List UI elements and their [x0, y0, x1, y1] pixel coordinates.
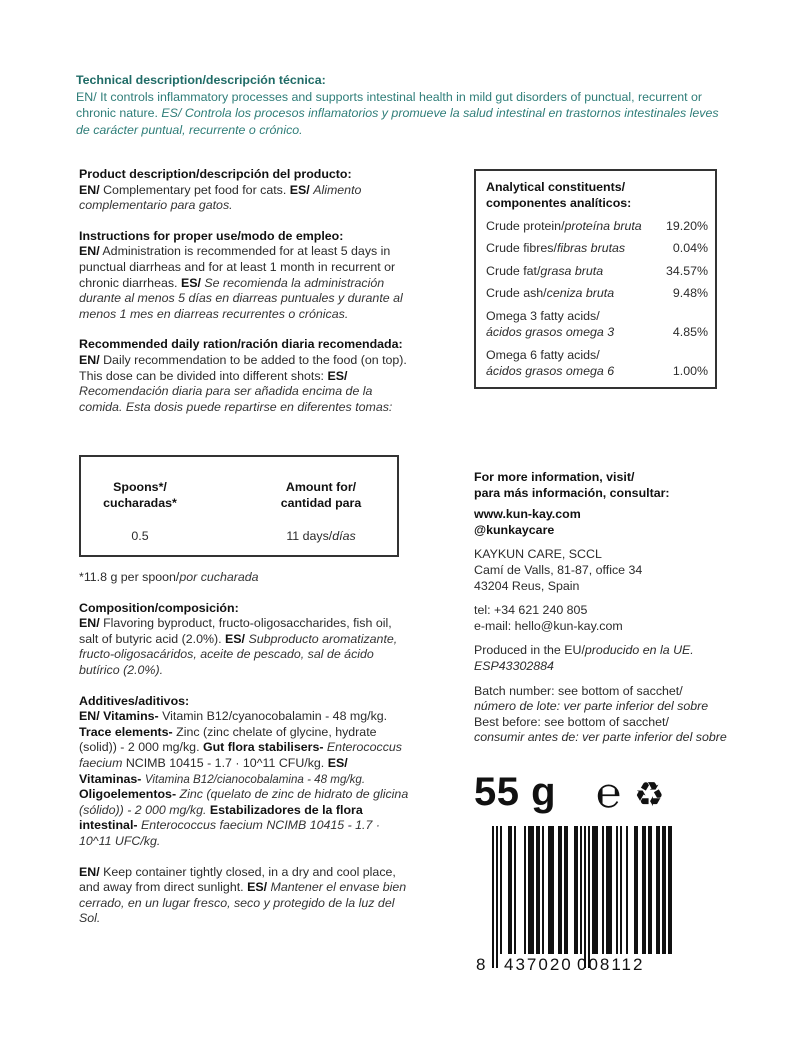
website-link[interactable]: www.kun-kay.com	[474, 507, 581, 522]
barcode-bar	[496, 826, 498, 968]
instructions-es-tag: ES/	[180, 275, 201, 290]
product-es-tag: ES/	[289, 182, 310, 197]
barcode-bar	[608, 826, 610, 954]
row-label-es: grasa bruta	[540, 264, 604, 278]
spoons-header	[81, 479, 199, 511]
barcode-bar	[510, 826, 512, 954]
amount-header	[241, 479, 401, 511]
additives-es-tag: ES/	[327, 755, 348, 770]
gut-flora-text: NCIMB 10415 - 1.7 · 10^11 CFU/kg.	[125, 755, 325, 770]
barcode-left-digits: 437020	[504, 955, 573, 974]
vitamins-text: Vitamin B12/cyanocobalamin - 48 mg/kg.	[162, 709, 388, 724]
company-name: KAYKUN CARE, SCCL	[474, 547, 602, 562]
analytical-title	[486, 179, 631, 211]
estimated-sign-icon: ℮	[596, 768, 622, 817]
barcode-bar	[626, 826, 628, 954]
more-info-en: For more information, visit/	[474, 470, 635, 484]
barcode-bar	[662, 826, 664, 954]
row-value: 9.48%	[672, 286, 708, 300]
ration-en-tag: EN/	[79, 352, 100, 367]
barcode-bar	[610, 826, 612, 954]
produced-en: Produced in the EU/	[474, 643, 585, 658]
row-label-es: proteína bruta	[564, 219, 642, 233]
barcode-bar	[658, 826, 660, 954]
vitamins-label: Vitamins-	[103, 709, 159, 724]
barcode-bar	[528, 826, 530, 954]
technical-es: ES/ Controla los procesos inflamatorios y promueve la salud intestinal en trastornos intestinales leves de carácter puntual, recurrente o crónico.	[76, 106, 719, 137]
barcode-bar	[620, 826, 622, 954]
row-label-en: Omega 6 fatty acids/	[486, 348, 600, 362]
barcode-bar	[636, 826, 638, 954]
best-before-en: Best before: see bottom of sacchet/	[474, 714, 669, 729]
spoons-header-es: cucharadas*	[103, 496, 177, 510]
row-label-en: Crude protein/	[486, 219, 565, 233]
storage-en-tag: EN/	[79, 864, 100, 879]
row-label-en: Crude ash/	[486, 286, 547, 300]
amount-value-en: 11 days/	[286, 529, 333, 543]
barcode-bar	[538, 826, 540, 954]
row-value: 4.85%	[672, 325, 708, 339]
storage	[79, 865, 409, 927]
produced-in	[474, 643, 774, 659]
instructions-en: Administration is recommended for at least 5 days in punctual diarrheas and for at least 1 month in recurrent or chronic diarrheas.	[79, 244, 396, 290]
barcode-bar	[550, 826, 552, 954]
barcode-bar	[514, 826, 516, 954]
table-row	[486, 285, 708, 301]
spoon-note	[79, 570, 409, 586]
batch-en: Batch number: see bottom of sacchet/	[474, 683, 683, 698]
row-value: 19.20%	[665, 219, 708, 233]
instructions-es: Se recomienda la administración durante al menos 5 días en diarreas puntuales y durante al menos 1 mes en diarreas recurrentes o crónicas.	[79, 275, 403, 321]
amount-header-en: Amount for/	[285, 480, 357, 494]
product-es: Alimento complementario para gatos.	[79, 182, 362, 213]
trace-text: Zinc (zinc chelate of glycine, hydrate (solid)) - 2 000 mg/kg.	[79, 724, 377, 755]
barcode-bar	[584, 826, 586, 968]
table-row	[486, 347, 708, 379]
product-description	[79, 167, 409, 214]
row-value: 0.04%	[672, 241, 708, 255]
daily-ration	[79, 337, 409, 415]
barcode-bar	[552, 826, 554, 954]
contact-info	[474, 470, 774, 746]
best-before-es: consumir antes de: ver parte inferior del sobre	[474, 730, 727, 745]
amount-value	[241, 528, 401, 544]
gut-flora-label: Gut flora stabilisers-	[202, 740, 324, 755]
amount-value-es: días	[332, 529, 356, 543]
barcode-bar	[508, 826, 510, 954]
establishment-code: ESP43302884	[474, 658, 554, 673]
net-weight: 55 g	[474, 770, 557, 814]
barcode-bar	[656, 826, 658, 954]
ration-es-tag: ES/	[327, 368, 348, 383]
instructions-heading: Instructions for proper use/modo de empleo:	[79, 228, 344, 243]
barcode-bar	[558, 826, 560, 954]
amount-header-es: cantidad para	[280, 496, 362, 510]
table-row	[486, 263, 708, 279]
barcode-first-digit: 8	[476, 955, 486, 974]
composition-en-tag: EN/	[79, 616, 100, 631]
ration-en: Daily recommendation to be added to the food (on top). This dose can be divided into different shots:	[79, 352, 407, 383]
more-info-es: para más información, consultar:	[474, 485, 670, 500]
spoons-header-en: Spoons*/	[113, 480, 167, 494]
telephone: tel: +34 621 240 805	[474, 603, 588, 618]
barcode-bar	[564, 826, 566, 954]
left-column-lower	[79, 570, 409, 927]
barcode-bar	[634, 826, 636, 954]
barcode-bar	[648, 826, 650, 954]
gut-species: Enterococcus faecium	[79, 740, 402, 770]
composition-heading: Composition/composición:	[79, 600, 239, 615]
row-label-en: Crude fat/	[486, 264, 541, 278]
barcode-bar	[588, 826, 590, 968]
barcode-bar	[530, 826, 532, 954]
barcode-bar	[576, 826, 578, 954]
barcode-bar	[592, 826, 594, 954]
barcode-right-digits: 008112	[577, 955, 645, 974]
recycle-icon: ♻	[634, 776, 665, 814]
barcode-bar	[500, 826, 502, 954]
ration-heading: Recommended daily ration/ración diaria recomendada:	[79, 337, 403, 352]
flora-text: Enterococcus faecium NCIMB 10415 - 1.7 · 10^11 UFC/kg.	[79, 818, 380, 848]
additives-heading: Additives/aditivos:	[79, 693, 190, 708]
barcode-bar	[532, 826, 534, 954]
barcode-bar	[536, 826, 538, 954]
address-line-2: 43204 Reus, Spain	[474, 578, 580, 593]
barcode-bar	[574, 826, 576, 954]
batch-es: número de lote: ver parte inferior del sobre	[474, 699, 709, 714]
barcode-bar	[542, 826, 544, 954]
barcode-bar	[606, 826, 608, 954]
row-label-en: Crude fibres/	[486, 241, 557, 255]
composition-en: Flavoring byproduct, fructo-oligosaccharides, fish oil, salt of butyric acid (2.0%).	[79, 616, 392, 646]
address-line-1: Camí de Valls, 81-87, office 34	[474, 562, 643, 577]
storage-es-tag: ES/	[247, 880, 268, 895]
barcode-bar	[642, 826, 644, 954]
row-label-es: ácidos grasos omega 3	[486, 325, 615, 339]
analytical-title-es: componentes analíticos:	[486, 196, 632, 210]
product-en: Complementary pet food for cats.	[103, 182, 287, 197]
table-row	[486, 240, 708, 256]
vitaminas-text: Vitamina B12/cianocobalamina - 48 mg/kg.	[144, 772, 366, 786]
barcode-bar	[548, 826, 550, 954]
composition	[79, 601, 409, 679]
row-label-es: ácidos grasos omega 6	[486, 364, 615, 378]
oligo-text: Zinc (quelato de zinc de hidrato de glicina (sólido)) - 2 000 mg/kg.	[79, 787, 409, 817]
vitaminas-label: Vitaminas-	[79, 771, 142, 786]
storage-es: Mantener el envase bien cerrado, en un lugar fresco, seco y protegido de la luz del Sol.	[79, 880, 407, 926]
spoons-value: 0.5	[131, 529, 149, 543]
barcode-bar	[668, 826, 670, 954]
dose-table	[79, 455, 399, 557]
barcode-bar	[670, 826, 672, 954]
row-value: 1.00%	[672, 364, 708, 378]
composition-es: Subproducto aromatizante, fructo-oligosacáridos, aceite de pescado, sal de ácido butírico (2.0%).	[79, 631, 398, 677]
email[interactable]: e-mail: hello@kun-kay.com	[474, 618, 623, 633]
row-label-en: Omega 3 fatty acids/	[486, 309, 600, 323]
technical-heading: Technical description/descripción técnica:	[76, 73, 326, 87]
storage-en: Keep container tightly closed, in a dry and cool place, and away from direct sunlight.	[79, 864, 396, 895]
trace-label: Trace elements-	[79, 724, 173, 739]
composition-es-tag: ES/	[225, 631, 245, 646]
barcode-bar	[664, 826, 666, 954]
barcode-bar	[594, 826, 596, 954]
analytical-title-en: Analytical constituents/	[486, 180, 626, 194]
instructions-en-tag: EN/	[79, 244, 100, 259]
oligo-label: Oligoelementos-	[79, 787, 177, 802]
table-row	[486, 218, 708, 234]
analytical-constituents-table	[474, 169, 717, 389]
barcode-bar	[524, 826, 526, 954]
barcode-bar	[650, 826, 652, 954]
barcode-bar	[560, 826, 562, 954]
left-column	[79, 167, 409, 415]
spoon-note-es: por cucharada	[179, 570, 259, 584]
row-value: 34.57%	[665, 264, 708, 278]
social-handle[interactable]: @kunkaycare	[474, 522, 555, 537]
barcode-bar	[602, 826, 604, 954]
barcode-bar	[644, 826, 646, 954]
product-en-tag: EN/	[79, 182, 100, 197]
produced-es: producido en la UE.	[584, 643, 694, 658]
barcode-bar	[566, 826, 568, 954]
barcode-bar	[492, 826, 494, 968]
row-label-es: fibras brutas	[556, 241, 626, 255]
flora-label: Estabilizadores de la flora intestinal-	[79, 802, 363, 833]
barcode-bar	[596, 826, 598, 954]
product-heading: Product description/descripción del producto:	[79, 167, 352, 181]
spoon-note-en: *11.8 g per spoon/	[79, 570, 180, 584]
technical-description	[76, 72, 726, 138]
instructions	[79, 229, 409, 323]
barcode-bars	[492, 826, 674, 968]
barcode	[474, 824, 674, 976]
ration-es: Recomendación diaria para ser añadida encima de la comida. Esta dosis puede repartirse en diferentes tomas:	[79, 384, 393, 414]
barcode-bar	[616, 826, 618, 954]
row-label-es: ceniza bruta	[546, 286, 615, 300]
additives-en-tag: EN/	[79, 709, 100, 724]
barcode-bar	[580, 826, 582, 954]
table-row	[486, 308, 708, 340]
technical-en: EN/ It controls inflammatory processes and supports intestinal health in mild gut disorders of punctual, recurrent or chronic nature.	[76, 89, 703, 120]
additives	[79, 694, 409, 850]
